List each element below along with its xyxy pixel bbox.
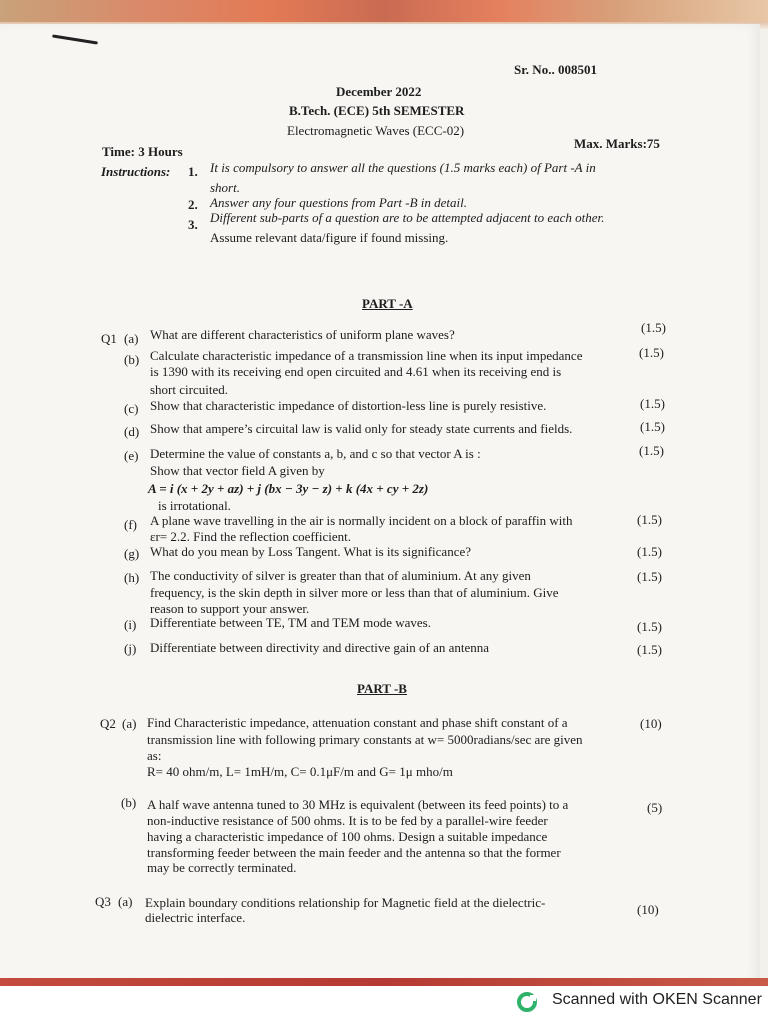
instruction-text: short. [210,180,240,195]
instruction-number: 3. [188,217,198,232]
question-text: frequency, is the skin depth in silver more or less than that of aluminium. Give [150,585,559,600]
photo-edge-bottom [0,978,768,986]
part-a-title: PART -A [362,296,413,311]
instruction-number: 1. [188,164,198,179]
subject-title: Electromagnetic Waves (ECC-02) [287,123,465,138]
question-text: Calculate characteristic impedance of a transmission line when its input impedance [150,348,583,363]
scanner-logo-icon [516,991,538,1013]
question-text: transforming feeder between the main feeder and the antenna so that the former [147,845,561,860]
subquestion-label: (c) [124,401,139,416]
instruction-text: Different sub-parts of a question are to be attempted adjacent to each other. [210,210,605,225]
course-title: B.Tech. (ECE) 5th SEMESTER [289,103,465,118]
question-text: is irrotational. [158,498,231,513]
question-text: Differentiate between TE, TM and TEM mode waves. [150,615,431,630]
question-marks: (1.5) [640,396,665,411]
instruction-text: Answer any four questions from Part -B in detail. [210,195,467,210]
question-text: What are different characteristics of uniform plane waves? [150,327,455,342]
question-text: Show that ampere’s circuital law is valid only for steady state currents and fields. [150,421,573,436]
subquestion-label: (g) [124,546,140,561]
instructions-label: Instructions: [101,164,171,179]
question-text: Show that vector field A given by [150,463,325,478]
subquestion-label: (b) [124,352,140,367]
subquestion-label: (f) [124,517,137,532]
question-text: Differentiate between directivity and directive gain of an antenna [150,640,490,655]
subquestion-label: (e) [124,448,139,463]
question-marks: (5) [647,800,663,815]
subquestion-label: (a) [124,331,139,346]
subquestion-label: (a) [118,894,133,909]
exam-month-year: December 2022 [336,84,422,99]
subquestion-label: (b) [121,795,137,810]
question-marks: (1.5) [637,512,662,527]
question-text: reason to support your answer. [150,601,310,616]
question-label: Q2 [100,716,116,731]
subquestion-label: (j) [124,641,137,656]
question-text: is 1390 with its receiving end open circuited and 4.61 when its receiving end is [150,364,562,379]
instruction-text: It is compulsory to answer all the questions (1.5 marks each) of Part -A in [210,160,596,175]
question-label: Q3 [95,894,111,909]
question-text: non-inductive resistance of 500 ohms. It is to be fed by a parallel-wire feeder [147,813,548,828]
subquestion-label: (h) [124,570,140,585]
question-text: Find Characteristic impedance, attenuation constant and phase shift constant of a [147,715,568,730]
max-marks: Max. Marks:75 [574,136,660,151]
question-label: Q1 [101,331,117,346]
question-text: What do you mean by Loss Tangent. What is its significance? [150,544,472,559]
question-text: having a characteristic impedance of 100 ohms. Design a suitable impedance [147,829,548,844]
question-text: Determine the value of constants a, b, and c so that vector A is : [150,446,481,461]
scanner-watermark-text: Scanned with OKEN Scanner [552,991,762,1008]
question-text: may be correctly terminated. [147,860,297,875]
question-marks: (1.5) [639,443,664,458]
question-marks: (1.5) [637,569,662,584]
question-text: A half wave antenna tuned to 30 MHz is equivalent (between its feed points) to a [147,797,569,812]
question-marks: (1.5) [640,419,665,434]
question-text: as: [147,748,162,763]
question-text: εr= 2.2. Find the reflection coefficient. [150,529,351,544]
subquestion-label: (d) [124,424,140,439]
photo-edge-top [0,0,768,22]
question-text: Show that characteristic impedance of distortion-less line is purely resistive. [150,398,547,413]
question-text: transmission line with following primary constants at w= 5000radians/sec are given [147,732,583,747]
question-marks: (1.5) [637,619,662,634]
question-marks: (1.5) [641,320,666,335]
question-text: Explain boundary conditions relationship for Magnetic field at the dielectric- [145,895,546,910]
question-marks: (1.5) [637,544,662,559]
part-b-title: PART -B [357,681,407,696]
subquestion-label: (a) [122,716,137,731]
question-marks: (10) [637,902,659,917]
instruction-text: Assume relevant data/figure if found missing. [210,230,449,245]
question-marks: (10) [640,716,662,731]
vector-equation: A = i (x + 2y + az) + j (bx − 3y − z) + k (4x + cy + 2z) [148,481,429,496]
time-label: Time: 3 Hours [102,144,183,159]
instruction-number: 2. [188,197,198,212]
question-text: dielectric interface. [145,910,246,925]
question-marks: (1.5) [637,642,662,657]
question-text: A plane wave travelling in the air is normally incident on a block of paraffin with [150,513,573,528]
question-text: The conductivity of silver is greater than that of aluminium. At any given [150,568,531,583]
serial-number: Sr. No.. 008501 [514,62,597,77]
question-text: R= 40 ohm/m, L= 1mH/m, C= 0.1μF/m and G= 1μ mho/m [147,764,453,779]
subquestion-label: (i) [124,617,137,632]
question-text: short circuited. [150,382,228,397]
question-marks: (1.5) [639,345,664,360]
